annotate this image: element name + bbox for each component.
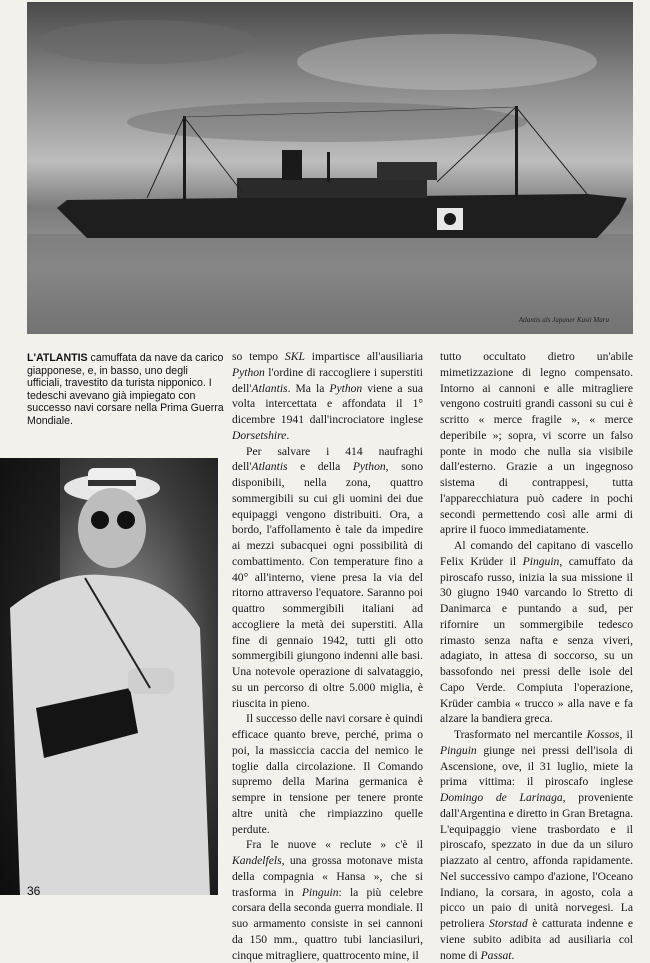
text-run: tutto occultato dietro un'abile mimetizzazione di legno compensato. Intorno ai cannoni e alle mitragliere vengono costruiti grandi cassoni su cui è scritto « merce fragile », « merce deperibile »; sopra, vi scorre un falso ponte in modo che nulla sia visibile dall'esterno. Grazie a un ingegnoso sistema di contrappesi, tutta l'apparecchiatura può cadere in pochi secondi permettendo così alle armi di aprire il fuoco immediatamente. [440, 350, 633, 537]
italic-run: Pinguin [522, 554, 560, 568]
text-run: , camuffato da piroscafo russo, inizia la sua missione il 30 giugno 1940 varcando lo Stretto di Danimarca e puntando a sud, per rifornire un sommergibile tedesco rimasto senza nafta e senza viveri, adagiato, in attesa di soccorso, su un bassofondo nei pressi delle isole del Capo Verde. Compiuta l'operazione, Krüder cambia « trucco » alla nave e fa alzare la bandiera greca. [440, 554, 633, 726]
paragraph [232, 349, 423, 444]
text-run: , una grossa motonave mista della compagnia « Hansa », che si trasforma in [232, 854, 423, 899]
paragraph [232, 711, 423, 837]
text-run: , proveniente dall'Argentina e diretto in Gran Bretagna. L'equipaggio viene trasbordato e il piroscafo, spezzato in due da un siluro piazzato al centro, affonda rapidamente. Nel successivo campo d'azione, l'Oceano Indiano, la corsara, in agosto, cola a picco un paio di unità norvegesi. La petroliera [440, 791, 633, 930]
paragraph [232, 837, 423, 963]
text-run: giunge nei pressi dell'isola di Ascensione, ove, il 31 luglio, miete la prima vittima: il piroscafo inglese [440, 743, 633, 789]
italic-run: Domingo de Larinaga [440, 791, 563, 804]
italic-run: Atlantis [251, 460, 288, 474]
text-run: Al comando del capitano di vascello Felix Krüder il [440, 539, 633, 568]
text-run: viene a sua volta intercettata e affondata il 1° dicembre 1941 dall'incrociatore inglese [232, 381, 424, 426]
text-run: . [511, 948, 515, 962]
italic-run: SKL [284, 350, 305, 363]
body-column-1 [232, 349, 423, 963]
italic-run: Passat [480, 948, 512, 962]
text-run: Per salvare i 414 naufraghi dell' [232, 444, 423, 474]
paragraph [440, 538, 633, 727]
officer-photo [0, 458, 218, 895]
text-run: so tempo [232, 350, 285, 363]
officer-illustration [0, 458, 218, 895]
body-column-2 [440, 349, 633, 963]
text-run: Trasformato nel mercantile [454, 728, 587, 741]
caption-lead: L'ATLANTIS [27, 352, 88, 364]
italic-run: Kossos [586, 728, 620, 741]
caption-text: camuffata da nave da carico giapponese, e, in basso, uno degli ufficiali, travestito da turista nipponico. I tedeschi avevano già impiegato con successo navi corsare nella Prima Guerra Mondiale. [27, 352, 224, 427]
italic-run: Atlantis [251, 381, 288, 395]
text-run: l'ordine di raccogliere i superstiti dell' [232, 365, 423, 395]
italic-run: Python [352, 460, 386, 474]
italic-run: Kandelfels [232, 854, 282, 867]
paragraph [440, 727, 633, 963]
italic-run: Dorsetshire [232, 428, 287, 442]
paragraph [232, 444, 423, 712]
atlantis-photo [27, 2, 633, 334]
text-run: Fra le nuove « reclute » c'è il [246, 838, 423, 852]
italic-run: Python [232, 365, 265, 379]
page-number: 36 [27, 884, 41, 898]
text-run: , sono disponibili, nella zona, quattro sommergibili su cui gli uomini dei due equipaggi vengono distribuiti. Ora, a bordo, l'affollamento è tale da impedire ai mezzi subacquei ogni possibilità di combattimento. Con temperature fino a 40° all'interno, viene presa la via del ritorno attraverso l'equatore. Saranno poi quattro sommergibili italiani ad accogliere la metà dei superstiti. Alla fine di gennaio 1942, tutti gli otto sommergibili giungono indenni alle basi. Una notevole operazione di salvataggio, su un percorso di oltre 5.000 miglia, è riuscita in pieno. [232, 460, 424, 710]
text-run: : la più celebre corsara della seconda guerra mondiale. Il suo armamento consiste in sei cannoni da 150 mm., quattro tubi lanciasiluri, cinque mitragliere, quattrocento mine, il [232, 885, 423, 962]
text-run: impartisce all'ausiliaria [304, 350, 423, 363]
text-run: Il successo delle navi corsare è quindi efficace quanto breve, perché, prima o poi, la massiccia caccia del nemico le toglie dalla circolazione. Il Comando supremo della Marina germanica è sempre in tensione per tenere pronte altre unità che rimpiazzino quelle perdute. [232, 712, 423, 836]
text-run: . [286, 428, 290, 442]
text-run: e della [287, 460, 353, 474]
text-run: , il [619, 728, 633, 741]
photo-caption [27, 352, 225, 428]
italic-run: Storstad [489, 917, 528, 930]
paragraph [440, 349, 633, 538]
italic-run: Pinguin [301, 885, 339, 899]
italic-run: Python [329, 381, 363, 395]
italic-run: Pinguin [440, 743, 477, 757]
text-run: . Ma la [287, 381, 330, 395]
text-run: è catturata indenne e viene subito adibita ad ausiliaria col nome di [440, 917, 633, 962]
photo-credit: Atlantis als Japaner Kasii Maru [518, 316, 609, 324]
ship-illustration [27, 2, 633, 334]
